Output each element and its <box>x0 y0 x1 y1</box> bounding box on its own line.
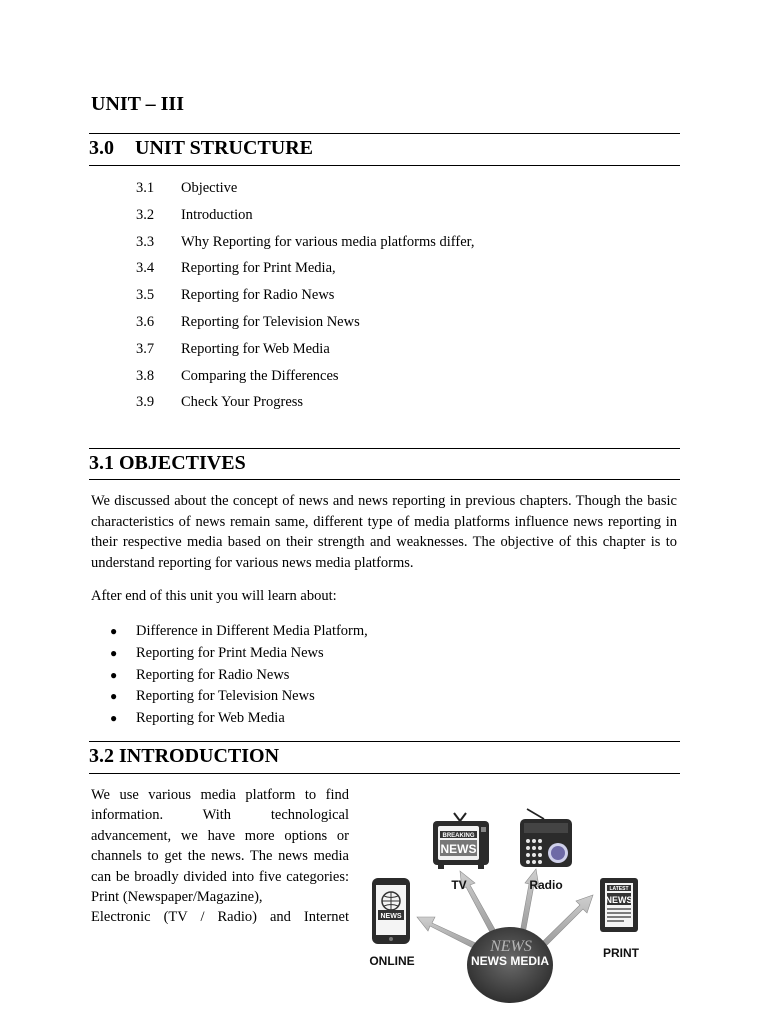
tv-label: TV <box>451 878 467 892</box>
list-item <box>110 708 368 730</box>
toc-item <box>136 178 475 205</box>
toc-item-text: Introduction <box>181 206 253 223</box>
introduction-heading: 3.2 INTRODUCTION <box>89 741 680 774</box>
print-label: PRINT <box>603 946 639 960</box>
list-item <box>110 643 368 665</box>
toc-item-text: Objective <box>181 180 238 196</box>
online-node <box>369 878 414 968</box>
list-item-text: Reporting for Television News <box>136 688 315 705</box>
toc-item <box>136 366 475 393</box>
objectives-lead: After end of this unit you will learn about: <box>91 588 337 604</box>
toc-item-text: Reporting for Web Media <box>181 340 330 357</box>
toc-item-number: 3.3 <box>136 233 155 250</box>
unit-structure-number: 3.0 <box>89 137 114 159</box>
introduction-text: We use various media platform to find information. With technological advancement, we have more options or channels to get the news. The news media can be broadly divided into five categories: Print (Newspaper/Magazine), <box>91 787 349 906</box>
objectives-paragraph: We discussed about the concept of news and news reporting in previous chapters. Though the basic characteristics of news remain same, different type of media platforms influence news reporting in their respective media based on their strength and weaknesses. The objective of this chapter is to understand reporting for various news media platforms. <box>91 493 677 571</box>
tablet-news-icon <box>372 878 410 944</box>
toc-item <box>136 232 475 259</box>
toc-item-text: Why Reporting for various media platforms differ, <box>181 233 475 250</box>
toc-item-number: 3.9 <box>136 394 155 411</box>
toc-item <box>136 339 475 366</box>
list-item <box>110 665 368 687</box>
bullet-icon: ● <box>110 624 118 638</box>
tv-screen-top: BREAKING <box>442 833 475 839</box>
arrow-to-print-icon <box>540 895 593 948</box>
tv-screen-main: NEWS <box>440 842 477 856</box>
list-item-text: Reporting for Print Media News <box>136 644 324 661</box>
objectives-bullet-list <box>110 621 368 730</box>
bullet-icon: ● <box>110 689 118 704</box>
toc-item <box>136 258 475 285</box>
unit-title: UNIT – III <box>91 93 184 115</box>
toc-item-number: 3.6 <box>136 313 155 330</box>
bullet-icon: ● <box>110 711 118 726</box>
center-logo: NEWS <box>490 938 532 955</box>
list-item <box>110 686 368 708</box>
toc-item-number: 3.5 <box>136 287 155 304</box>
tv-node <box>433 813 489 892</box>
unit-structure-title: UNIT STRUCTURE <box>135 137 314 159</box>
list-item <box>110 621 368 643</box>
bullet-icon: ● <box>110 667 118 682</box>
unit-structure-list <box>136 178 475 419</box>
toc-item-number: 3.8 <box>136 367 155 384</box>
toc-item-text: Reporting for Television News <box>181 313 360 330</box>
toc-item <box>136 312 475 339</box>
toc-item <box>136 205 475 232</box>
radio-label: Radio <box>529 878 563 892</box>
toc-item-text: Comparing the Differences <box>181 367 339 384</box>
news-media-diagram <box>362 805 662 1005</box>
arrow-to-online-icon <box>417 917 480 950</box>
radio-icon <box>520 809 572 867</box>
toc-item-text: Check Your Progress <box>181 394 304 411</box>
online-label: ONLINE <box>369 954 415 968</box>
toc-item-text: Reporting for Print Media, <box>181 260 336 277</box>
print-node <box>600 878 640 960</box>
online-screen-text: NEWS <box>380 913 402 920</box>
center-label: NEWS MEDIA <box>471 954 549 968</box>
objectives-heading: 3.1 OBJECTIVES <box>89 448 680 480</box>
introduction-paragraph <box>91 785 349 928</box>
toc-item-number: 3.7 <box>136 340 155 357</box>
toc-item <box>136 285 475 312</box>
toc-item-number: 3.4 <box>136 260 155 277</box>
toc-item <box>136 392 475 419</box>
print-top-text: LATEST <box>609 886 629 892</box>
toc-item-number: 3.2 <box>136 206 155 223</box>
list-item-text: Difference in Different Media Platform, <box>136 623 368 639</box>
toc-item-number: 3.1 <box>136 180 155 196</box>
print-main-text: NEWS <box>605 895 633 905</box>
unit-structure-heading <box>89 133 680 166</box>
news-media-center <box>467 927 553 1003</box>
tv-icon <box>433 813 489 869</box>
toc-item-text: Reporting for Radio News <box>181 287 335 304</box>
introduction-last-line: Electronic (TV / Radio) and Internet <box>91 909 349 926</box>
list-item-text: Reporting for Web Media <box>136 710 285 727</box>
list-item-text: Reporting for Radio News <box>136 666 290 683</box>
bullet-icon: ● <box>110 645 118 660</box>
